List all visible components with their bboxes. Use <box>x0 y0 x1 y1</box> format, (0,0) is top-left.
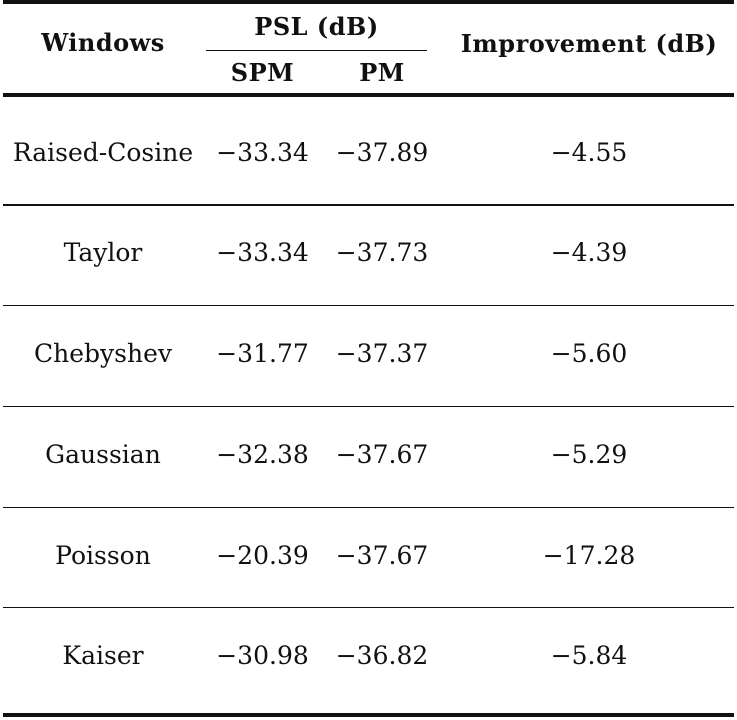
header-psl: PSL (dB) <box>254 12 379 41</box>
row-pm-value: −37.73 <box>335 238 429 267</box>
row-window-name: Raised-Cosine <box>12 138 194 167</box>
row-separator <box>3 305 734 306</box>
row-spm-value: −33.34 <box>216 238 309 267</box>
row-improvement-value: −5.84 <box>550 641 628 670</box>
row-spm-value: −31.77 <box>216 339 309 368</box>
row-separator <box>3 507 734 508</box>
row-spm-value: −32.38 <box>216 440 309 469</box>
row-separator <box>3 204 734 206</box>
psl-header-underline <box>206 50 427 51</box>
header-spm: SPM <box>230 58 295 87</box>
row-window-name: Taylor <box>63 238 143 267</box>
row-improvement-value: −4.55 <box>550 138 628 167</box>
row-pm-value: −37.67 <box>335 541 429 570</box>
row-spm-value: −30.98 <box>216 641 309 670</box>
row-improvement-value: −4.39 <box>550 238 628 267</box>
table-bottom-rule <box>3 713 734 717</box>
table-top-rule <box>3 0 734 4</box>
row-window-name: Chebyshev <box>33 339 172 368</box>
row-separator <box>3 406 734 407</box>
row-pm-value: −37.89 <box>335 138 429 167</box>
header-pm: PM <box>359 58 405 87</box>
row-spm-value: −33.34 <box>216 138 309 167</box>
row-pm-value: −36.82 <box>335 641 429 670</box>
header-windows: Windows <box>41 28 165 57</box>
row-spm-value: −20.39 <box>216 541 309 570</box>
row-improvement-value: −5.60 <box>550 339 628 368</box>
row-window-name: Kaiser <box>62 641 144 670</box>
row-separator <box>3 607 734 608</box>
header-improvement: Improvement (dB) <box>460 29 718 58</box>
row-improvement-value: −17.28 <box>542 541 636 570</box>
row-pm-value: −37.37 <box>335 339 429 368</box>
row-window-name: Gaussian <box>45 440 161 469</box>
row-window-name: Poisson <box>55 541 151 570</box>
header-rule <box>3 93 734 97</box>
row-pm-value: −37.67 <box>335 440 429 469</box>
row-improvement-value: −5.29 <box>550 440 628 469</box>
